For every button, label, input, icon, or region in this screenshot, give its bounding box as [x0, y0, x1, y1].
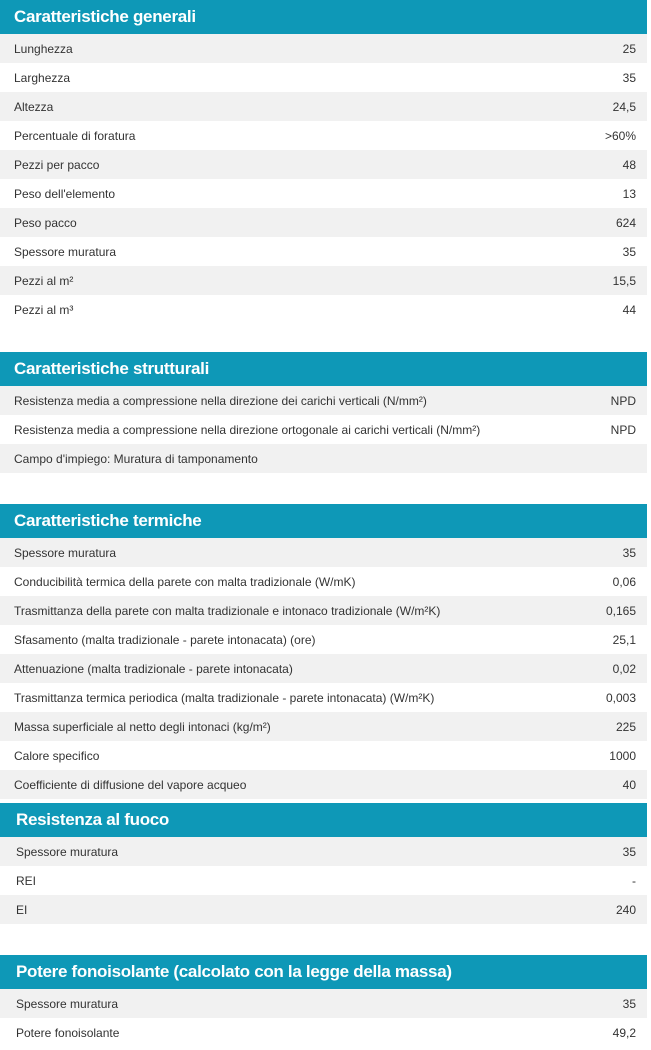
spec-row: [0, 208, 647, 237]
spec-row: [0, 63, 647, 92]
spec-label: Peso dell'elemento: [14, 186, 116, 201]
spec-row: [0, 625, 647, 654]
spec-value: NPD: [610, 393, 636, 408]
spec-row: [0, 866, 647, 895]
spec-label: Larghezza: [14, 70, 71, 85]
section-title: Potere fonoisolante (calcolato con la legge della massa): [0, 955, 647, 989]
spec-row: [0, 895, 647, 924]
spec-label: Spessore muratura: [14, 244, 117, 259]
spec-label: Altezza: [14, 99, 54, 114]
spec-row: [0, 683, 647, 712]
spec-value: 240: [615, 902, 636, 917]
spec-row: [0, 567, 647, 596]
section-resistenza-al-fuoco: [0, 803, 647, 924]
spec-label: Calore specifico: [14, 748, 100, 763]
spec-row: [0, 295, 647, 324]
spec-table: [0, 386, 647, 473]
spec-table: [0, 538, 647, 799]
spec-label: EI: [16, 902, 28, 917]
spec-value: 0,165: [605, 603, 636, 618]
section-title: Resistenza al fuoco: [0, 803, 647, 837]
spec-label: Resistenza media a compressione nella direzione dei carichi verticali (N/mm²): [14, 393, 427, 408]
spec-label: Trasmittanza termica periodica (malta tradizionale - parete intonacata) (W/m²K): [14, 690, 435, 705]
section-title: Caratteristiche termiche: [0, 504, 647, 538]
spec-row: [0, 121, 647, 150]
spec-value: 15,5: [612, 273, 636, 288]
spec-label: Coefficiente di diffusione del vapore acqueo: [14, 777, 247, 792]
spec-label: Potere fonoisolante: [16, 1025, 120, 1040]
spec-row: [0, 415, 647, 444]
spec-row: [0, 989, 647, 1018]
spec-label: Sfasamento (malta tradizionale - parete intonacata) (ore): [14, 632, 316, 647]
spec-table: [0, 837, 647, 924]
spec-row: [0, 266, 647, 295]
spec-value: 0,003: [605, 690, 636, 705]
spec-value: 40: [622, 777, 636, 792]
spec-label: Campo d'impiego: Muratura di tamponamento: [14, 451, 258, 466]
spec-label: Pezzi per pacco: [14, 157, 100, 172]
spec-value: 24,5: [612, 99, 636, 114]
spec-table: [0, 989, 647, 1047]
spec-value: >60%: [604, 128, 636, 143]
spec-label: Percentuale di foratura: [14, 128, 136, 143]
spec-label: Attenuazione (malta tradizionale - parete intonacata): [14, 661, 293, 676]
spec-value: 0,02: [612, 661, 636, 676]
section-title: Caratteristiche generali: [0, 0, 647, 34]
spec-row: [0, 712, 647, 741]
section-caratteristiche-generali: [0, 0, 647, 324]
spec-label: Massa superficiale al netto degli intonaci (kg/m²): [14, 719, 271, 734]
spec-table: [0, 34, 647, 324]
spec-value: 1000: [609, 748, 636, 763]
spec-label: Spessore muratura: [14, 545, 117, 560]
spec-row: [0, 34, 647, 63]
spec-value: 35: [622, 545, 636, 560]
spec-label: Pezzi al m²: [14, 273, 74, 288]
spec-row: [0, 837, 647, 866]
spec-label: Conducibilità termica della parete con malta tradizionale (W/mK): [14, 574, 356, 589]
spec-value: 49,2: [612, 1025, 636, 1040]
spec-value: 35: [622, 996, 636, 1011]
spec-value: -: [632, 873, 636, 888]
spec-row: [0, 386, 647, 415]
spec-value: 0,06: [612, 574, 636, 589]
spec-value: 35: [622, 844, 636, 859]
spec-value: NPD: [610, 422, 636, 437]
spec-row: [0, 538, 647, 567]
spec-label: Spessore muratura: [16, 996, 119, 1011]
spec-label: Lunghezza: [14, 41, 73, 56]
spec-label: Spessore muratura: [16, 844, 119, 859]
spec-value: 25: [622, 41, 636, 56]
spec-row: [0, 150, 647, 179]
spec-value: 44: [622, 302, 636, 317]
section-potere-fonoisolante: [0, 955, 647, 1047]
spec-value: 35: [622, 70, 636, 85]
spec-value: 48: [622, 157, 636, 172]
spec-label: Resistenza media a compressione nella direzione ortogonale ai carichi verticali (N/mm²): [14, 422, 481, 437]
spec-label: REI: [16, 873, 37, 888]
spec-value: 25,1: [612, 632, 636, 647]
spec-value: 624: [615, 215, 636, 230]
spec-row: [0, 92, 647, 121]
spec-label: Pezzi al m³: [14, 302, 74, 317]
spec-row: [0, 654, 647, 683]
spec-row: [0, 179, 647, 208]
spec-row: [0, 1018, 647, 1047]
section-title: Caratteristiche strutturali: [0, 352, 647, 386]
spec-row: [0, 770, 647, 799]
spec-value: 225: [615, 719, 636, 734]
spec-row: [0, 596, 647, 625]
section-caratteristiche-strutturali: [0, 352, 647, 473]
spec-row: [0, 237, 647, 266]
spec-row: [0, 444, 647, 473]
spec-row: [0, 741, 647, 770]
spec-value: 13: [622, 186, 636, 201]
section-caratteristiche-termiche: [0, 504, 647, 799]
spec-label: Trasmittanza della parete con malta tradizionale e intonaco tradizionale (W/m²K): [14, 603, 441, 618]
spec-value: 35: [622, 244, 636, 259]
spec-label: Peso pacco: [14, 215, 77, 230]
